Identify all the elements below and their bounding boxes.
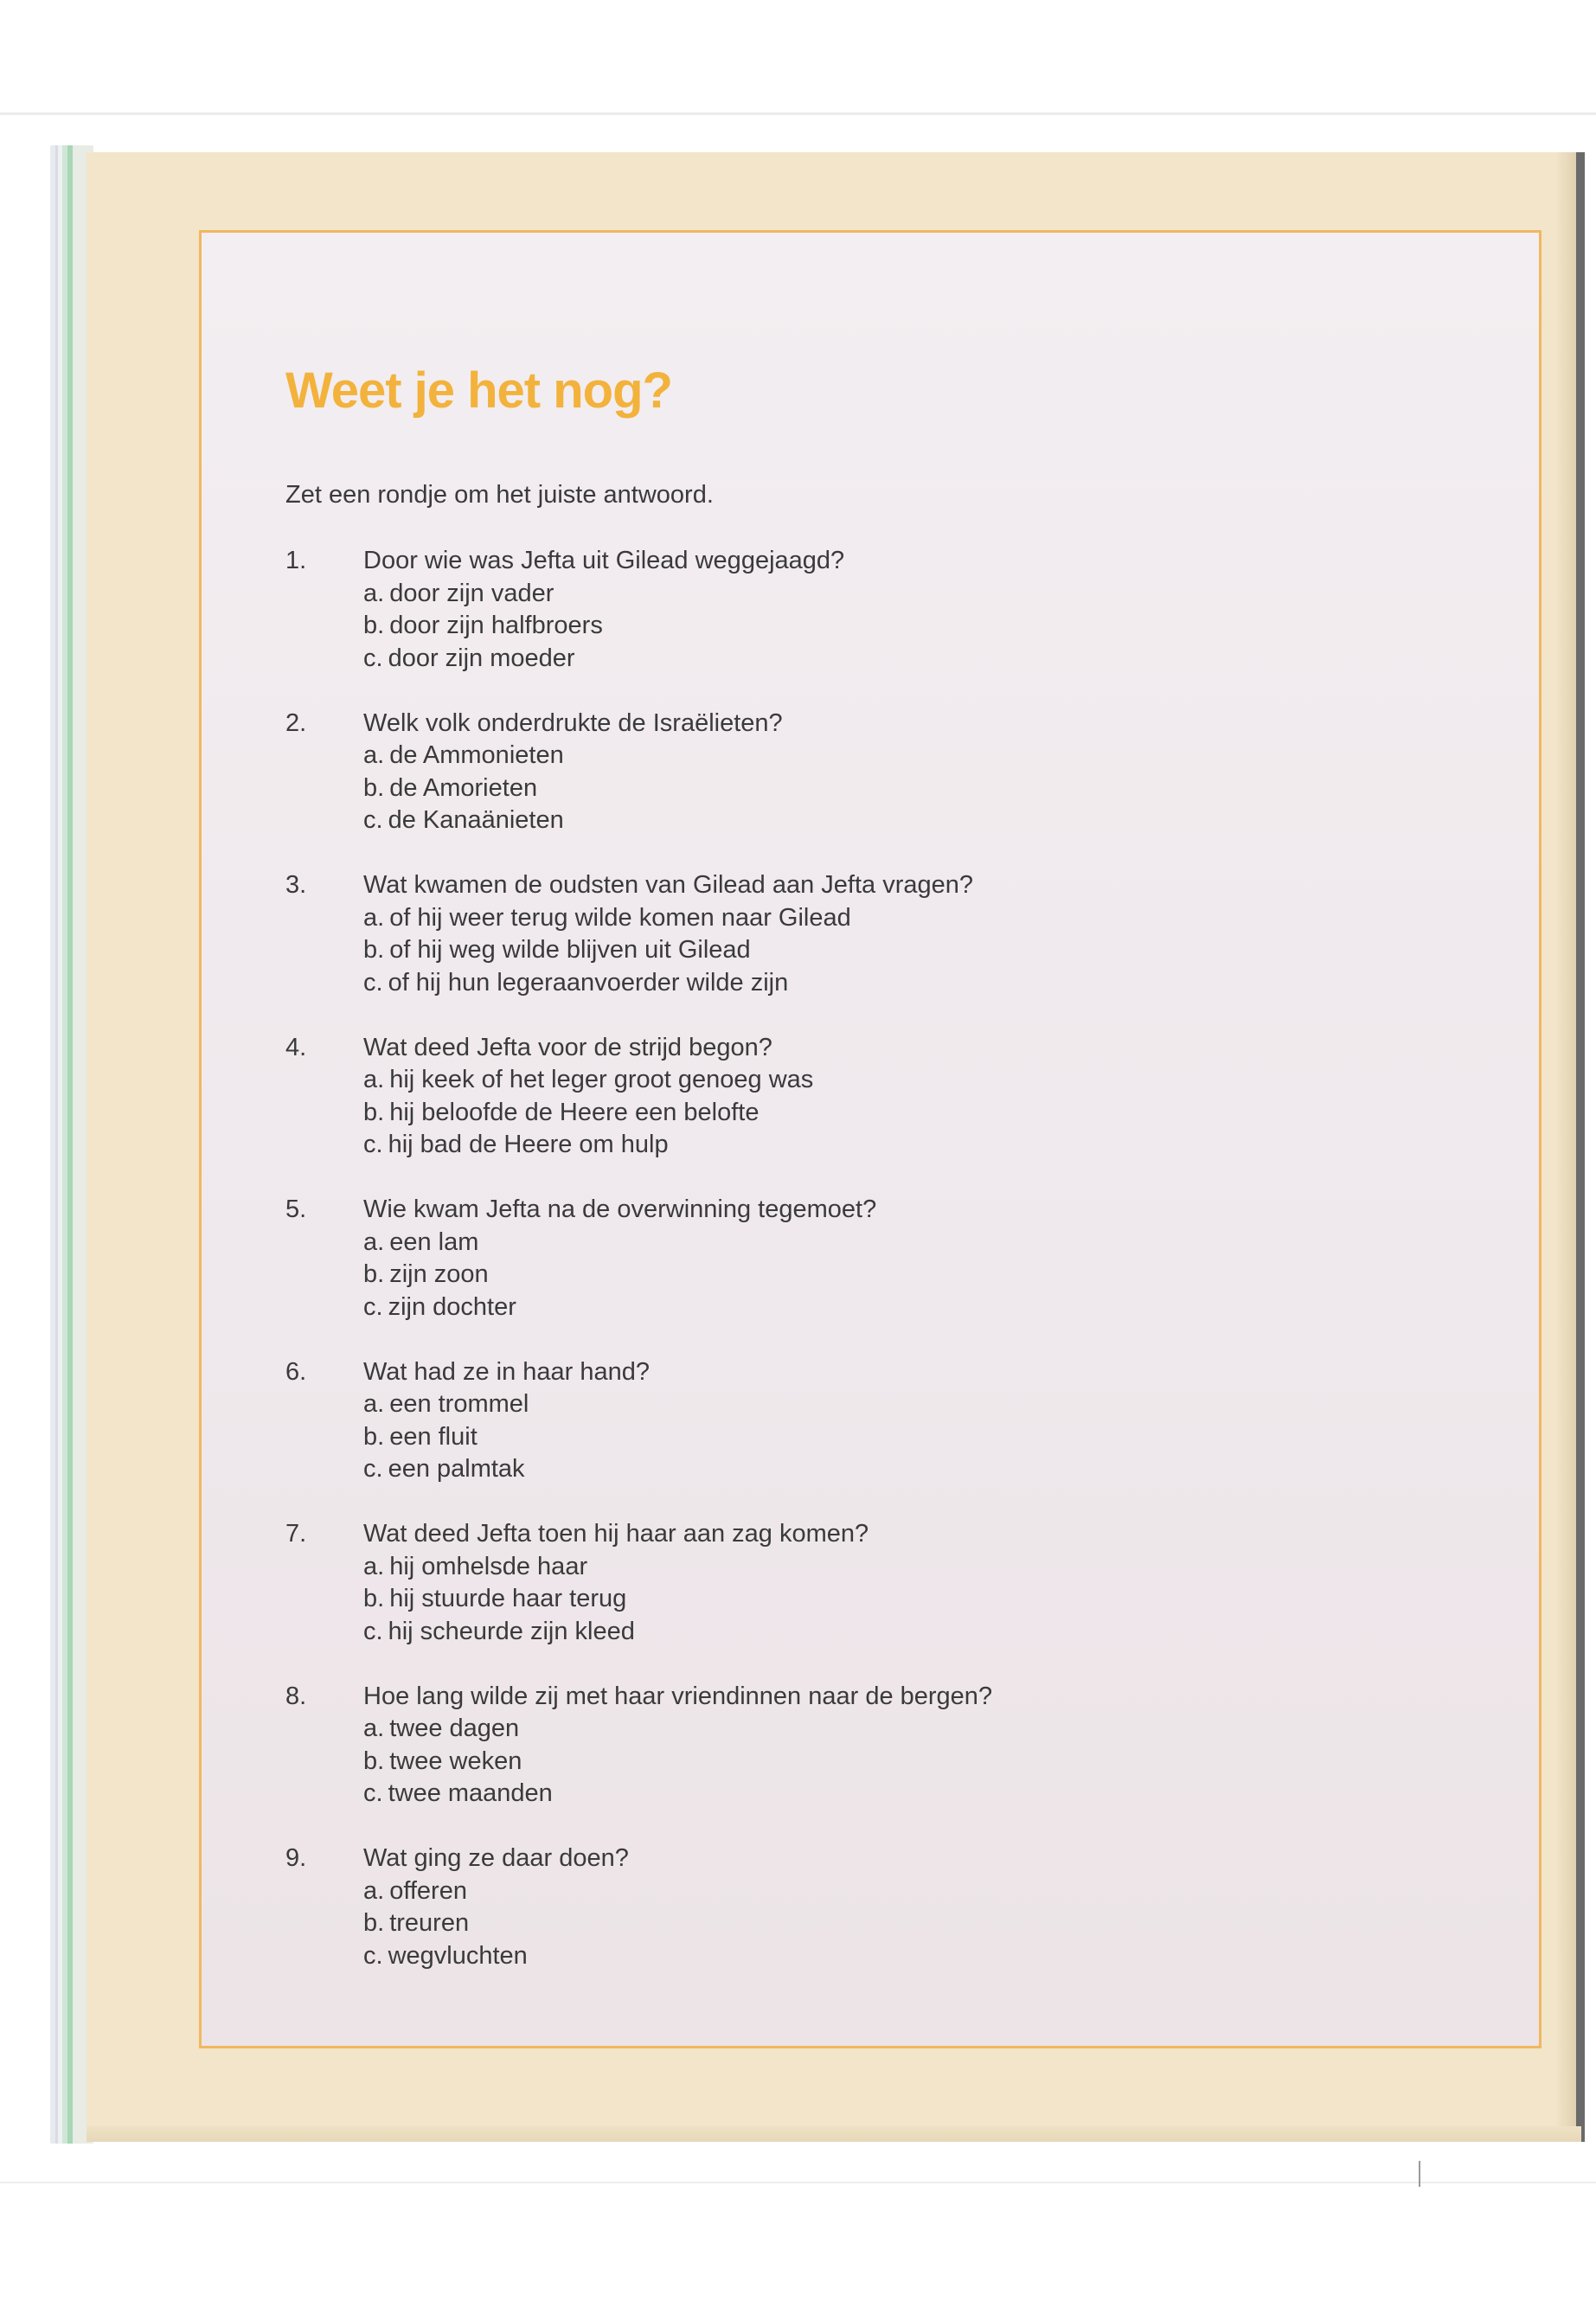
worksheet-title: Weet je het nog? bbox=[285, 362, 672, 419]
answer-option-text: de Ammonieten bbox=[389, 741, 564, 769]
answer-option[interactable] bbox=[363, 1259, 516, 1292]
answer-option-letter: b. bbox=[363, 1260, 385, 1288]
answer-option-letter: b. bbox=[363, 773, 385, 802]
answer-option-letter: c. bbox=[363, 1292, 383, 1321]
answer-options bbox=[363, 578, 603, 676]
answer-option-text: treuren bbox=[389, 1909, 470, 1937]
answer-option-text: twee weken bbox=[389, 1747, 522, 1775]
question-text: Wat deed Jefta voor de strijd begon? bbox=[363, 1033, 772, 1061]
answer-options bbox=[363, 1875, 528, 1973]
answer-option[interactable] bbox=[363, 578, 603, 611]
answer-options bbox=[363, 1227, 516, 1324]
answer-option-text: twee dagen bbox=[389, 1715, 520, 1742]
answer-options bbox=[363, 1388, 529, 1486]
question-number: 5. bbox=[285, 1195, 307, 1223]
answer-option-text: hij omhelsde haar bbox=[389, 1552, 588, 1580]
answer-option[interactable] bbox=[363, 804, 564, 837]
answer-option[interactable] bbox=[363, 1875, 528, 1908]
answer-option-letter: a. bbox=[363, 1552, 385, 1580]
answer-option-letter: a. bbox=[363, 741, 385, 769]
answer-option[interactable] bbox=[363, 902, 851, 935]
answer-option[interactable] bbox=[363, 740, 564, 772]
answer-option[interactable] bbox=[363, 1616, 635, 1649]
answer-option[interactable] bbox=[363, 1907, 528, 1940]
answer-option-text: wegvluchten bbox=[388, 1941, 528, 1970]
answer-option[interactable] bbox=[363, 934, 851, 967]
answer-option-text: of hij weg wilde blijven uit Gilead bbox=[389, 936, 751, 964]
answer-option-letter: b. bbox=[363, 612, 385, 639]
answer-option-text: de Kanaänieten bbox=[388, 806, 564, 834]
scan-top-edge bbox=[0, 112, 1596, 115]
question-number: 9. bbox=[285, 1844, 307, 1872]
question-number: 8. bbox=[285, 1682, 307, 1710]
answer-option-text: of hij weer terug wilde komen naar Gilead bbox=[389, 903, 851, 932]
answer-option-text: een lam bbox=[389, 1227, 479, 1256]
answer-option-text: door zijn vader bbox=[389, 579, 554, 607]
answer-option-text: twee maanden bbox=[388, 1779, 553, 1807]
answer-option-letter: c. bbox=[363, 644, 383, 672]
answer-option-letter: c. bbox=[363, 1455, 383, 1483]
answer-option[interactable] bbox=[363, 1292, 516, 1324]
question-text: Hoe lang wilde zij met haar vriendinnen naar de bergen? bbox=[363, 1682, 993, 1710]
answer-option-letter: c. bbox=[363, 1779, 383, 1807]
answer-options bbox=[363, 902, 851, 1000]
answer-option-text: door zijn moeder bbox=[388, 644, 575, 672]
answer-option-letter: a. bbox=[363, 579, 385, 607]
question-number: 7. bbox=[285, 1520, 307, 1548]
answer-option-letter: b. bbox=[363, 1422, 385, 1451]
answer-option-letter: c. bbox=[363, 806, 383, 834]
answer-option-text: offeren bbox=[389, 1876, 467, 1905]
answer-option-text: door zijn halfbroers bbox=[389, 612, 603, 639]
answer-option[interactable] bbox=[363, 1746, 553, 1779]
answer-option-text: de Amorieten bbox=[389, 773, 538, 802]
answer-option-letter: c. bbox=[363, 1941, 383, 1970]
answer-option-text: hij stuurde haar terug bbox=[389, 1585, 627, 1612]
answer-option-letter: a. bbox=[363, 1066, 385, 1093]
binding-shadow bbox=[1576, 152, 1585, 2142]
answer-option[interactable] bbox=[363, 1421, 529, 1454]
question-text: Welk volk onderdrukte de Israëlieten? bbox=[363, 708, 783, 737]
question-number: 2. bbox=[285, 708, 307, 737]
answer-option[interactable] bbox=[363, 967, 851, 1000]
answer-option[interactable] bbox=[363, 1129, 813, 1162]
answer-option-letter: b. bbox=[363, 1585, 385, 1612]
answer-option-text: hij scheurde zijn kleed bbox=[388, 1617, 635, 1645]
scan-bottom-edge bbox=[0, 2182, 1596, 2183]
answer-option-text: een palmtak bbox=[388, 1455, 525, 1483]
question-text: Wie kwam Jefta na de overwinning tegemoet? bbox=[363, 1195, 877, 1223]
answer-option[interactable] bbox=[363, 1551, 635, 1584]
question-number: 1. bbox=[285, 547, 307, 574]
answer-option[interactable] bbox=[363, 1713, 553, 1746]
answer-option-text: hij keek of het leger groot genoeg was bbox=[389, 1066, 814, 1093]
answer-option[interactable] bbox=[363, 610, 603, 643]
answer-option-letter: a. bbox=[363, 903, 385, 932]
answer-options bbox=[363, 1064, 813, 1162]
answer-option-letter: a. bbox=[363, 1390, 385, 1418]
answer-option[interactable] bbox=[363, 1940, 528, 1973]
answer-option-text: zijn dochter bbox=[388, 1292, 516, 1321]
question-number: 4. bbox=[285, 1033, 307, 1061]
answer-option-letter: b. bbox=[363, 936, 385, 964]
answer-option-letter: a. bbox=[363, 1715, 385, 1742]
answer-option[interactable] bbox=[363, 1097, 813, 1130]
answer-options bbox=[363, 1551, 635, 1649]
question-number: 6. bbox=[285, 1357, 307, 1386]
answer-option[interactable] bbox=[363, 1388, 529, 1421]
answer-option-letter: c. bbox=[363, 1131, 383, 1158]
answer-option-letter: a. bbox=[363, 1227, 385, 1256]
worksheet-instruction: Zet een rondje om het juiste antwoord. bbox=[285, 481, 714, 509]
question-text: Wat had ze in haar hand? bbox=[363, 1357, 651, 1386]
answer-option-text: hij beloofde de Heere een belofte bbox=[389, 1098, 760, 1126]
answer-options bbox=[363, 1713, 553, 1811]
page-bottom-edge bbox=[87, 2126, 1581, 2142]
answer-option-text: of hij hun legeraanvoerder wilde zijn bbox=[388, 968, 789, 997]
answer-option[interactable] bbox=[363, 1778, 553, 1811]
answer-option[interactable] bbox=[363, 1453, 529, 1486]
paper-crease bbox=[1419, 2161, 1420, 2187]
answer-option-letter: c. bbox=[363, 1617, 383, 1645]
question-text: Wat kwamen de oudsten van Gilead aan Jefta vragen? bbox=[363, 871, 974, 899]
answer-options bbox=[363, 740, 564, 837]
answer-option[interactable] bbox=[363, 643, 603, 676]
question-text: Wat ging ze daar doen? bbox=[363, 1844, 629, 1872]
answer-option-letter: b. bbox=[363, 1747, 385, 1775]
answer-option-letter: a. bbox=[363, 1876, 385, 1905]
answer-option-text: hij bad de Heere om hulp bbox=[388, 1131, 669, 1158]
answer-option-text: een trommel bbox=[389, 1390, 529, 1418]
answer-option[interactable] bbox=[363, 1064, 813, 1097]
answer-option-letter: b. bbox=[363, 1098, 385, 1126]
question-number: 3. bbox=[285, 871, 307, 899]
answer-option[interactable] bbox=[363, 772, 564, 805]
answer-option-text: zijn zoon bbox=[389, 1260, 489, 1288]
answer-option[interactable] bbox=[363, 1227, 516, 1259]
question-text: Door wie was Jefta uit Gilead weggejaagd? bbox=[363, 547, 845, 574]
answer-option[interactable] bbox=[363, 1583, 635, 1616]
answer-option-letter: b. bbox=[363, 1909, 385, 1937]
question-text: Wat deed Jefta toen hij haar aan zag komen? bbox=[363, 1520, 869, 1548]
answer-option-text: een fluit bbox=[389, 1422, 478, 1451]
answer-option-letter: c. bbox=[363, 968, 383, 997]
